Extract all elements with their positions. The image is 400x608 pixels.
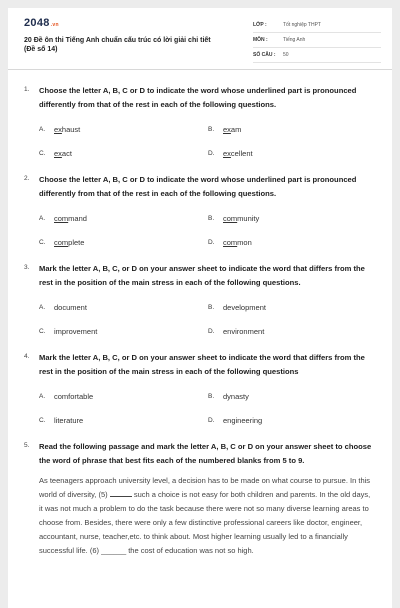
logo-suffix: .vn <box>50 22 59 28</box>
document-title-line2: (Đề số 14) <box>24 45 58 53</box>
option-underlined: com <box>54 237 69 247</box>
site-logo[interactable] <box>24 17 59 29</box>
option-row <box>39 301 377 313</box>
option-text: development <box>223 302 266 312</box>
option-text: engineering <box>223 415 263 425</box>
option-d[interactable] <box>208 416 377 425</box>
question-4-options <box>39 390 377 426</box>
document-page <box>8 8 392 608</box>
option-label: D. <box>208 238 215 246</box>
option-label: D. <box>208 327 215 335</box>
option-label: C. <box>39 327 46 335</box>
option-a[interactable] <box>39 392 208 401</box>
option-underlined: ex <box>223 148 231 158</box>
option-rest: plete <box>68 237 85 247</box>
option-a[interactable] <box>39 125 208 134</box>
option-label: A. <box>39 125 46 133</box>
blank-5 <box>110 489 132 497</box>
option-underlined: ex <box>223 124 231 134</box>
question-3 <box>24 262 377 290</box>
question-number: 3. <box>24 264 30 271</box>
option-underlined: ex <box>54 148 62 158</box>
meta-row-subject <box>253 33 381 48</box>
page-header <box>8 8 392 70</box>
question-3-options <box>39 301 377 337</box>
option-b[interactable] <box>208 303 377 312</box>
meta-value: 50 <box>283 52 289 58</box>
option-d[interactable] <box>208 238 377 247</box>
option-row <box>39 390 377 402</box>
option-label: A. <box>39 303 46 311</box>
option-row <box>39 123 377 135</box>
question-text: Choose the letter A, B, C or D to indicate the word whose underlined part is pronounced differently from that of the rest in each of the following questions. <box>39 175 357 198</box>
passage-part-1: As teenagers approach university level, a decision has to be made on what course to pursue. In this world of diversity, (5) <box>39 476 371 499</box>
option-text <box>223 125 241 134</box>
option-rest: munity <box>237 213 260 223</box>
question-5 <box>24 440 377 468</box>
option-label: B. <box>208 125 215 133</box>
meta-row-class <box>253 18 381 33</box>
option-c[interactable] <box>39 416 208 425</box>
option-label: B. <box>208 392 215 400</box>
option-underlined: com <box>223 237 238 247</box>
option-d[interactable] <box>208 327 377 336</box>
question-1 <box>24 84 377 112</box>
question-2-options <box>39 212 377 248</box>
meta-table <box>253 18 381 63</box>
option-text <box>54 238 84 247</box>
option-row <box>39 325 377 337</box>
option-label: A. <box>39 214 46 222</box>
option-label: C. <box>39 238 46 246</box>
meta-key: LỚP : <box>253 22 267 28</box>
meta-value: Tiếng Anh <box>283 37 306 43</box>
option-row <box>39 212 377 224</box>
option-underlined: com <box>223 213 238 223</box>
question-number: 2. <box>24 175 30 182</box>
option-text: dynasty <box>223 391 249 401</box>
document-title <box>24 37 244 55</box>
reading-passage <box>39 474 375 558</box>
option-rest: act <box>61 148 72 158</box>
option-underlined: ex <box>54 124 62 134</box>
question-number: 4. <box>24 353 30 360</box>
option-label: D. <box>208 149 215 157</box>
option-label: B. <box>208 214 215 222</box>
question-text: Read the following passage and mark the letter A, B, C or D on your answer sheet to choose the word of phrase that best fits each of the numbered blanks from 5 to 9. <box>39 442 372 465</box>
question-number: 1. <box>24 86 30 93</box>
question-number: 5. <box>24 442 30 449</box>
meta-row-count <box>253 48 381 63</box>
option-label: C. <box>39 416 46 424</box>
option-b[interactable] <box>208 214 377 223</box>
option-row <box>39 147 377 159</box>
questions-content <box>8 84 392 558</box>
option-label: B. <box>208 303 215 311</box>
option-text <box>54 149 72 158</box>
option-rest: mon <box>237 237 252 247</box>
option-row <box>39 414 377 426</box>
option-text <box>223 149 253 158</box>
option-c[interactable] <box>39 149 208 158</box>
option-text: literature <box>54 415 84 425</box>
document-title-line1: 20 Đề ôn thi Tiếng Anh chuẩn cấu trúc có lời giải chi tiết <box>24 37 211 44</box>
option-label: A. <box>39 392 46 400</box>
question-text: Mark the letter A, B, C, or D on your answer sheet to indicate the word that differs from the rest in the position of the main stress in each of the following questions <box>39 353 365 376</box>
option-a[interactable] <box>39 303 208 312</box>
option-b[interactable] <box>208 125 377 134</box>
option-rest: mand <box>68 213 87 223</box>
option-text <box>54 214 87 223</box>
option-text: document <box>54 302 87 312</box>
passage-part-2: such a choice is not easy for both children and parents. In the old days, it was not much a problem to do the task because there were not so many diverse learning areas to choose from. Besides, there were only a few distinctive professional careers like doctor, engineer, accountant, nurse, teacher,etc. to think about. Most higher learning usually led to a financially successful life. (6) ______ the cost of education was not so high. <box>39 490 371 555</box>
question-1-options <box>39 123 377 159</box>
option-label: C. <box>39 149 46 157</box>
meta-value: Tốt nghiệp THPT <box>283 22 321 28</box>
meta-key: MÔN : <box>253 37 268 43</box>
option-text <box>223 238 252 247</box>
option-c[interactable] <box>39 327 208 336</box>
option-rest: haust <box>61 124 81 134</box>
question-2 <box>24 173 377 201</box>
option-text <box>223 214 259 223</box>
question-text: Choose the letter A, B, C or D to indicate the word whose underlined part is pronounced differently from that of the rest in each of the following questions. <box>39 86 357 109</box>
question-4 <box>24 351 377 379</box>
option-underlined: com <box>54 213 69 223</box>
option-text: comfortable <box>54 391 94 401</box>
option-row <box>39 236 377 248</box>
question-text: Mark the letter A, B, C, or D on your answer sheet to indicate the word that differs from the rest in the position of the main stress in each of the following questions. <box>39 264 365 287</box>
option-text <box>54 125 80 134</box>
option-text: environment <box>223 326 265 336</box>
option-rest: am <box>230 124 242 134</box>
logo-main: 2048 <box>24 17 50 29</box>
option-label: D. <box>208 416 215 424</box>
option-b[interactable] <box>208 392 377 401</box>
option-rest: cellent <box>230 148 253 158</box>
meta-key: SỐ CÂU : <box>253 52 276 58</box>
option-text: improvement <box>54 326 98 336</box>
option-c[interactable] <box>39 238 208 247</box>
option-a[interactable] <box>39 214 208 223</box>
option-d[interactable] <box>208 149 377 158</box>
